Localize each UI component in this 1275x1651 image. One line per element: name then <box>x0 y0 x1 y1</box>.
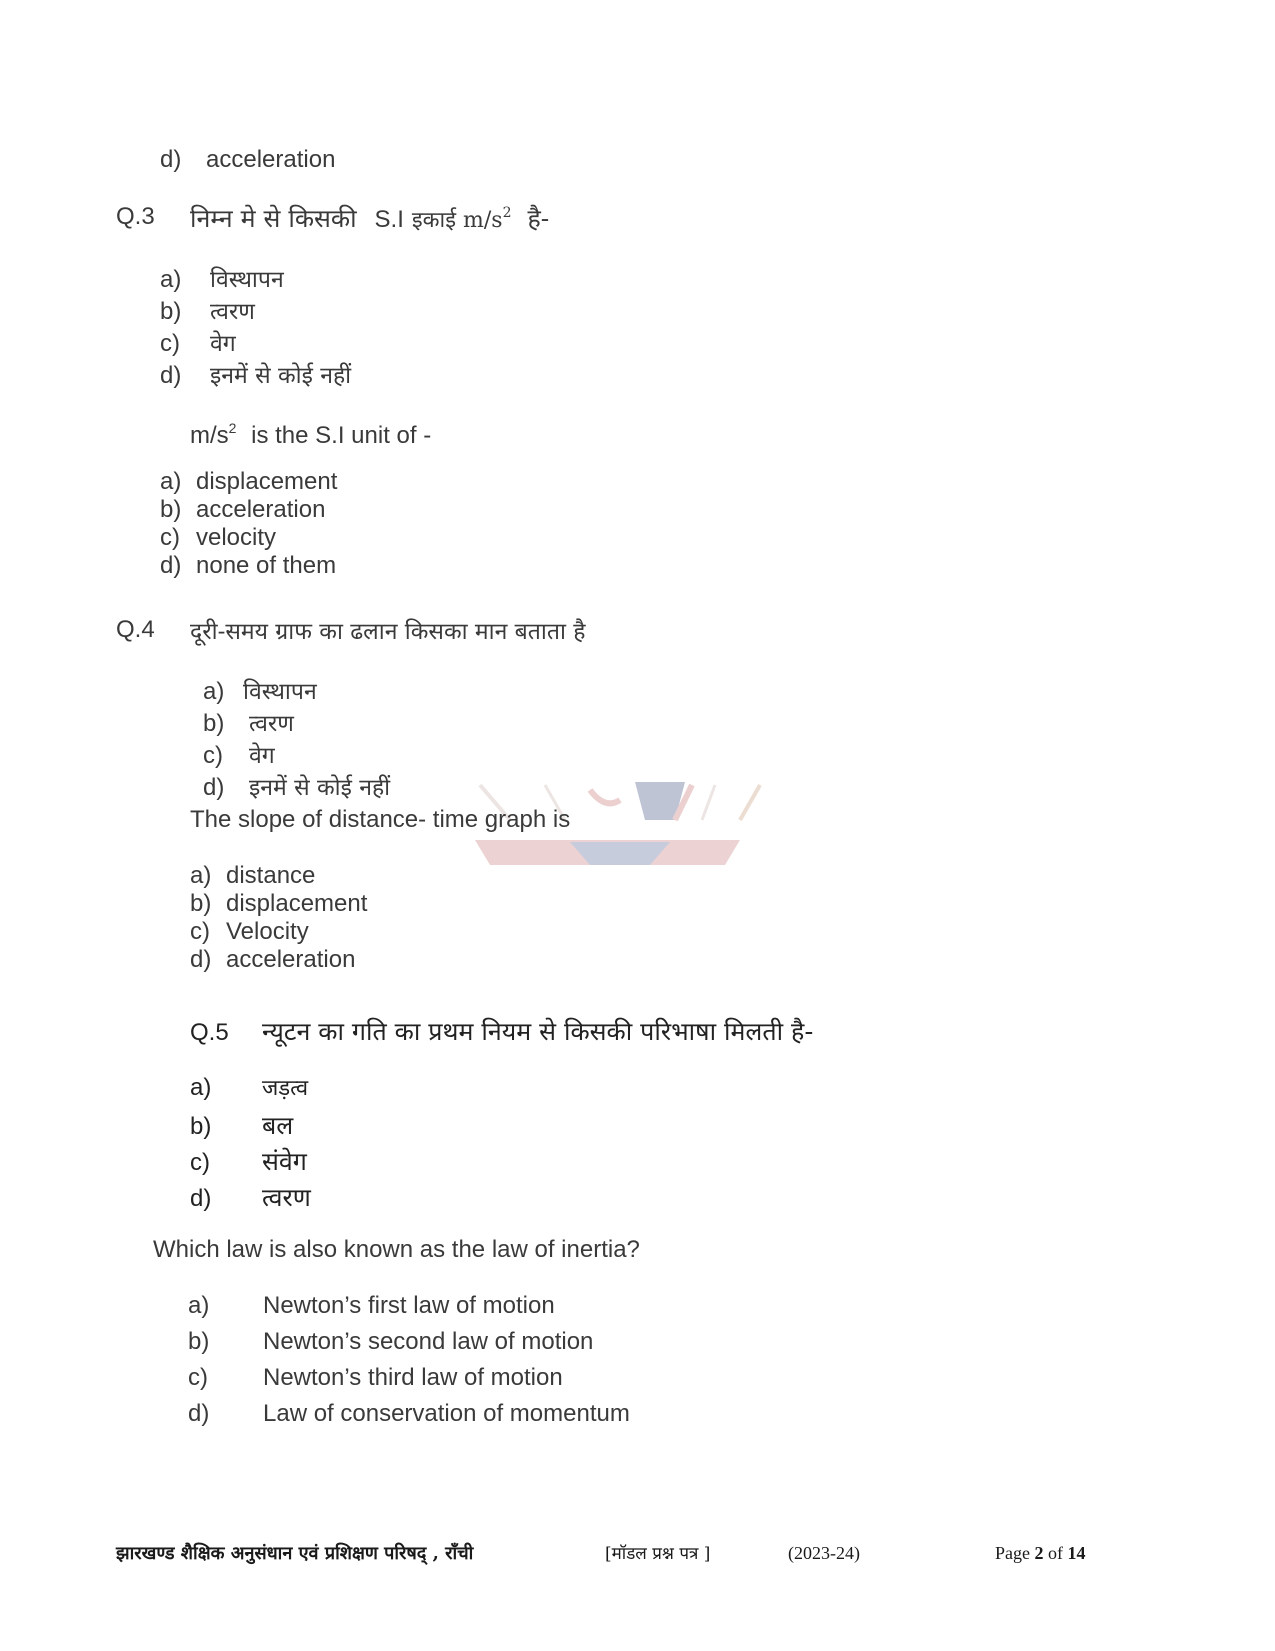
q3-number: Q.3 <box>116 203 155 230</box>
option-text: इनमें से कोई नहीं <box>210 363 352 389</box>
option-label: d) <box>203 774 225 801</box>
option-text: Law of conservation of momentum <box>263 1400 630 1427</box>
option-label: d) <box>160 552 182 579</box>
option-label: b) <box>190 1113 212 1140</box>
q3-hindi-post: है- <box>527 204 550 233</box>
option-label: b) <box>188 1328 210 1355</box>
q3-en-pre: m/s <box>190 422 229 449</box>
option-row <box>190 1108 311 1144</box>
option-text: संवेग <box>262 1147 307 1176</box>
option-row <box>190 1180 311 1216</box>
option-text: त्वरण <box>210 299 255 325</box>
page-total: 14 <box>1067 1543 1086 1563</box>
q3-hindi-question <box>190 201 549 235</box>
option-text: Newton’s first law of motion <box>263 1292 555 1319</box>
option-label: d) <box>160 146 182 173</box>
q5-english-question: Which law is also known as the law of inertia? <box>153 1236 640 1263</box>
option-label: a) <box>160 468 182 495</box>
q3-hindi-mid: इकाई m/s <box>411 208 503 233</box>
option-label: a) <box>203 678 225 705</box>
option-row <box>160 496 337 524</box>
option-text: acceleration <box>226 946 356 973</box>
option-text: वेग <box>249 743 275 769</box>
option-label: a) <box>188 1292 210 1319</box>
option-row <box>160 358 351 390</box>
option-text: जड़त्व <box>262 1076 309 1101</box>
option-text: acceleration <box>196 496 326 523</box>
q3-en-post: is the S.I unit of - <box>251 422 432 449</box>
option-text: distance <box>226 862 316 889</box>
q2-option-d <box>160 146 335 174</box>
footer-year: (2023-24) <box>788 1543 860 1563</box>
option-row <box>160 326 351 358</box>
option-text: त्वरण <box>249 711 294 737</box>
q5-english-options <box>188 1292 630 1436</box>
option-text: none of them <box>196 552 337 579</box>
option-label: b) <box>190 890 212 917</box>
option-label: c) <box>203 742 223 769</box>
q4-number: Q.4 <box>116 616 155 643</box>
option-row <box>203 674 390 706</box>
option-text: विस्थापन <box>243 679 317 705</box>
option-row <box>188 1364 630 1400</box>
option-text: velocity <box>196 524 277 551</box>
option-row <box>160 524 337 552</box>
option-row <box>190 1072 311 1108</box>
option-text: displacement <box>226 890 368 917</box>
option-label: a) <box>160 266 182 293</box>
option-row <box>160 294 351 326</box>
emblem-watermark-icon <box>470 780 810 910</box>
page-prefix: Page <box>995 1543 1030 1563</box>
q4-hindi-question: दूरी-समय ग्राफ का ढलान किसका मान बताता है <box>190 619 586 645</box>
q3-hindi-sup: 2 <box>502 205 512 221</box>
q3-english-options <box>160 468 337 580</box>
option-row <box>190 1144 311 1180</box>
option-label: d) <box>188 1400 210 1427</box>
page-of: of <box>1048 1543 1063 1563</box>
option-row <box>160 552 337 580</box>
option-text: Newton’s third law of motion <box>263 1364 563 1391</box>
option-label: c) <box>188 1364 208 1391</box>
option-text: बल <box>262 1111 294 1140</box>
page-current: 2 <box>1034 1543 1044 1563</box>
option-row <box>203 706 390 738</box>
q3-hindi-unit: S.I <box>374 206 404 233</box>
page-number <box>995 1543 1086 1564</box>
q3-en-sup: 2 <box>228 420 237 436</box>
option-text: Velocity <box>226 918 309 945</box>
option-row <box>188 1400 630 1436</box>
option-label: d) <box>190 1185 212 1212</box>
q4-english-options <box>190 862 367 974</box>
option-row <box>190 918 367 946</box>
q5-hindi-question: न्यूटन का गति का प्रथम नियम से किसकी परिभाषा मिलती है- <box>262 1017 814 1046</box>
option-label: a) <box>190 862 212 889</box>
option-text: त्वरण <box>262 1183 311 1212</box>
option-row <box>203 738 390 770</box>
footer-paper: [मॉडल प्रश्न पत्र ] <box>605 1544 711 1564</box>
option-text: acceleration <box>206 146 336 173</box>
option-label: c) <box>190 1149 210 1176</box>
q5-hindi-options <box>190 1072 311 1216</box>
option-text: Newton’s second law of motion <box>263 1328 594 1355</box>
q3-english-question <box>190 422 431 450</box>
option-label: b) <box>160 496 182 523</box>
footer-org: झारखण्ड शैक्षिक अनुसंधान एवं प्रशिक्षण परिषद् , राँची <box>116 1543 474 1564</box>
q4-hindi-options <box>203 674 390 802</box>
option-label: a) <box>190 1074 212 1101</box>
option-row <box>160 262 351 294</box>
option-row <box>190 862 367 890</box>
option-label: b) <box>160 298 182 325</box>
option-label: c) <box>160 330 180 357</box>
option-label: c) <box>160 524 180 551</box>
option-row <box>188 1292 630 1328</box>
option-row <box>160 468 337 496</box>
q3-hindi-pre: निम्न मे से किसकी <box>190 204 357 233</box>
option-row <box>203 770 390 802</box>
option-row <box>188 1328 630 1364</box>
option-text: displacement <box>196 468 338 495</box>
q3-hindi-options <box>160 262 351 390</box>
option-label: c) <box>190 918 210 945</box>
option-row <box>190 946 367 974</box>
q4-english-question: The slope of distance- time graph is <box>190 806 571 833</box>
option-text: इनमें से कोई नहीं <box>249 775 391 801</box>
option-label: d) <box>190 946 212 973</box>
option-text: वेग <box>210 331 236 357</box>
option-text: विस्थापन <box>210 267 284 293</box>
option-label: b) <box>203 710 225 737</box>
option-row <box>190 890 367 918</box>
q5-number: Q.5 <box>190 1019 229 1046</box>
option-label: d) <box>160 362 182 389</box>
